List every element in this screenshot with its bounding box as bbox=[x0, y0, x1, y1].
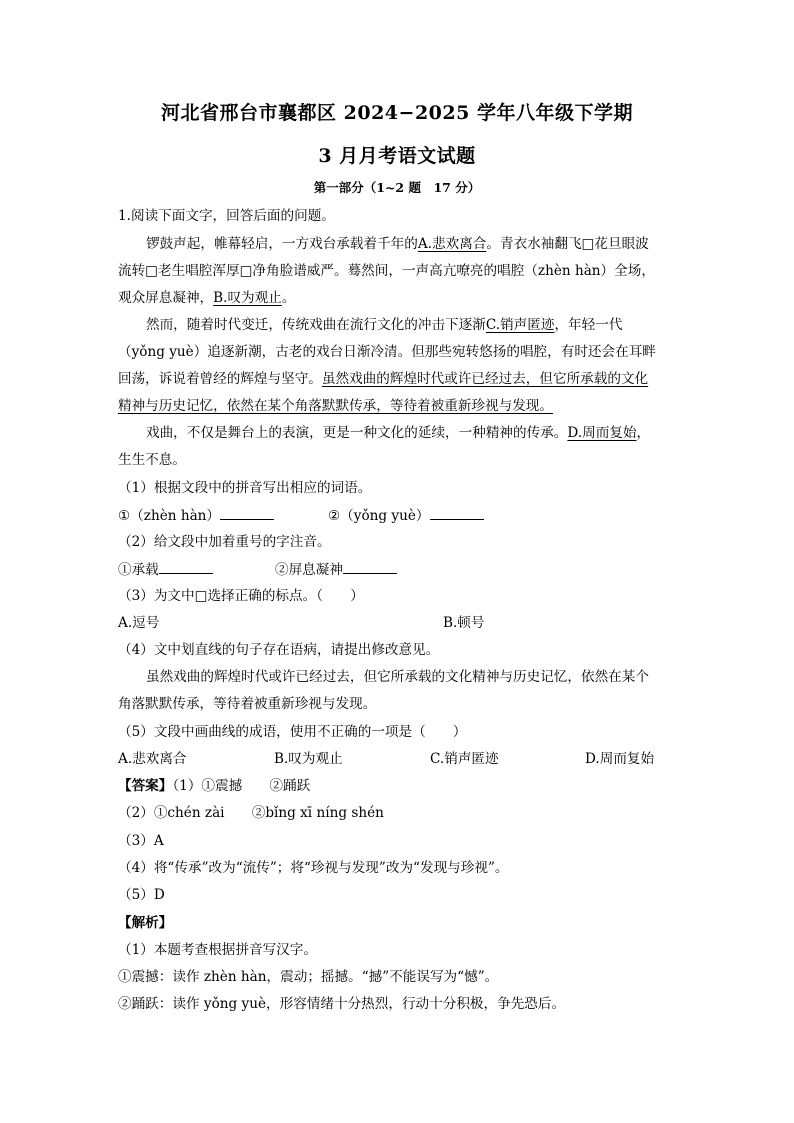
idiom-c: C.销声匿迹 bbox=[485, 317, 555, 333]
answer-blank[interactable] bbox=[343, 559, 397, 574]
passage-p1-line1: 锣鼓声起，帷幕轻启，一方戏台承载着千年的A.悲欢离合。青衣水袖翻飞□花旦眼波 bbox=[146, 236, 649, 252]
subquestion-2-item-a: ①承载 bbox=[118, 559, 213, 580]
analysis-line3: ②踊跃：读作 yǒng yuè，形容情绪十分热烈，行动十分积极，争先恐后。 bbox=[118, 996, 566, 1012]
passage-p2-line4 bbox=[118, 396, 553, 416]
analysis-line2: ①震撼：读作 zhèn hàn，震动；摇撼。“撼”不能误写为“憾”。 bbox=[118, 969, 499, 985]
option-a[interactable]: A.悲欢离合 bbox=[118, 751, 187, 767]
subquestion-3: （3）为文中□选择正确的标点。（ ） bbox=[118, 588, 364, 604]
answer-blank[interactable] bbox=[430, 505, 484, 520]
analysis-label: 【解析】 bbox=[118, 915, 173, 931]
subquestion-1: （1）根据文段中的拼音写出相应的词语。 bbox=[118, 480, 372, 496]
passage-p1-line3: 观众屏息凝神，B.叹为观止。 bbox=[118, 290, 296, 306]
answer-label: 【答案】 bbox=[118, 778, 173, 794]
option-c[interactable]: C.销声匿迹 bbox=[430, 751, 499, 767]
option-a[interactable]: A.逗号 bbox=[118, 615, 160, 631]
answer-blank[interactable] bbox=[220, 505, 274, 520]
passage-p2-line1: 然而，随着时代变迁，传统戏曲在流行文化的冲击下逐渐C.销声匿迹，年轻一代 bbox=[146, 317, 623, 333]
option-b[interactable]: B.叹为观止 bbox=[274, 751, 343, 767]
option-d[interactable]: D.周而复始 bbox=[585, 751, 655, 767]
subquestion-4-sentence-line1: 虽然戏曲的辉煌时代或许已经过去，但它所承载的文化精神与历史记忆，依然在某个 bbox=[146, 669, 649, 685]
section-heading: 第一部分（1~2 题 17 分） bbox=[313, 180, 481, 195]
underlined-sentence-part1: 虽然戏曲的辉煌时代或许已经过去，但它所承载的文化 bbox=[321, 371, 649, 387]
idiom-d: D.周而复始 bbox=[567, 425, 637, 441]
passage-p3-line2: 生生不息。 bbox=[118, 452, 186, 468]
answer-line3: （3）A bbox=[118, 833, 164, 849]
passage-p3-line1: 戏曲，不仅是舞台上的表演，更是一种文化的延续，一种精神的传承。D.周而复始， bbox=[146, 425, 651, 441]
answer-line5: （5）D bbox=[118, 887, 165, 903]
page-subtitle: 3 月月考语文试题 bbox=[318, 145, 476, 167]
subquestion-4-sentence-line2: 角落默默传承，等待着被重新珍视与发现。 bbox=[118, 696, 377, 712]
option-b[interactable]: B.顿号 bbox=[443, 615, 485, 631]
idiom-a: A.悲欢离合 bbox=[417, 236, 487, 252]
analysis-line1: （1）本题考查根据拼音写汉字。 bbox=[118, 942, 317, 958]
answer-line4: （4）将“传承”改为“流传”；将“珍视与发现”改为“发现与珍视”。 bbox=[118, 860, 509, 876]
passage-p1-line2: 流转□老生唱腔浑厚□净角脸谱威严。蓦然间，一声高亢嘹亮的唱腔（zhèn hàn）全场， bbox=[118, 263, 655, 279]
subquestion-2: （2）给文段中加着重号的字注音。 bbox=[118, 534, 331, 550]
idiom-b: B.叹为观止 bbox=[213, 290, 282, 306]
question-stem: 1.阅读下面文字，回答后面的问题。 bbox=[118, 208, 335, 224]
subquestion-1-item-a: ①（zhèn hàn） bbox=[118, 505, 274, 526]
answer-blank[interactable] bbox=[159, 559, 213, 574]
subquestion-5: （5）文段中画曲线的成语，使用不正确的一项是（ ） bbox=[118, 724, 467, 740]
passage-p2-line3: 回荡，诉说着曾经的辉煌与坚守。虽然戏曲的辉煌时代或许已经过去，但它所承载的文化 bbox=[118, 371, 649, 387]
passage-p2-line2: （yǒng yuè）追逐新潮，古老的戏台日渐冷清。但那些宛转悠扬的唱腔，有时还会在耳畔 bbox=[118, 344, 656, 360]
subquestion-4: （4）文中划直线的句子存在语病，请提出修改意见。 bbox=[118, 642, 440, 658]
underlined-sentence-part2: 精神与历史记忆，依然在某个角落默默传承，等待着被重新珍视与发现。 bbox=[118, 398, 553, 414]
answer-line1: 【答案】（1）①震撼 ②踊跃 bbox=[118, 778, 311, 794]
page-title: 河北省邢台市襄都区 2024−2025 学年八年级下学期 bbox=[161, 102, 633, 124]
subquestion-1-item-b: ②（yǒng yuè） bbox=[328, 505, 484, 526]
subquestion-2-item-b: ②屏息凝神 bbox=[275, 559, 397, 580]
answer-line2: （2）①chén zài ②bǐng xī níng shén bbox=[118, 805, 384, 821]
